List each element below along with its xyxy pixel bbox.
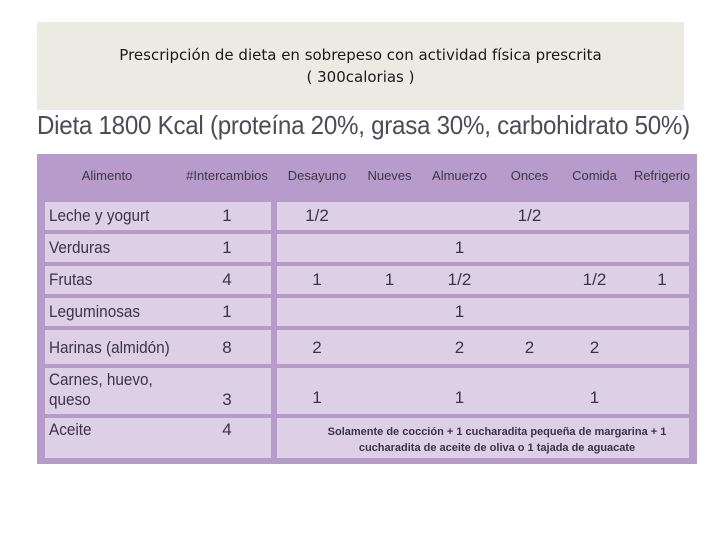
col-header-comida: Comida [572,168,617,183]
col-header-desayuno: Desayuno [287,168,347,183]
cell-almuerzo: 1 [454,388,465,407]
oil-note-line-2: cucharadita de aceite de oliva o 1 tajada de aguacate [358,442,636,454]
col-header-intercambios: #Intercambios [186,168,268,183]
col-header-refrigerio: Refrigerio [633,168,691,183]
cell-almuerzo: 1/2 [447,270,472,289]
cell-exchanges: 3 [222,390,232,409]
cell-exchanges: 1 [222,302,232,321]
cell-desayuno: 1/2 [305,206,329,225]
row-label-leguminosas: Leguminosas [49,302,141,321]
cell-exchanges: 1 [222,238,232,257]
col-header-alimento: Alimento [81,168,133,183]
row-label-aceite: Aceite [49,420,92,439]
cell-comida: 1/2 [582,270,607,289]
cell-almuerzo: 2 [454,338,465,357]
cell-onces: 1/2 [517,206,542,225]
row-label-harinas: Harinas (almidón) [49,338,170,357]
slide-title-line-1: Prescripción de dieta en sobrepeso con actividad física prescrita [119,46,602,64]
cell-refrigerio: 1 [657,270,667,289]
slide-title-line-2: ( 300calorias ) [306,68,415,86]
cell-exchanges: 8 [222,338,232,357]
col-header-almuerzo: Almuerzo [432,168,487,183]
cell-desayuno: 2 [312,338,322,357]
slide-title-box [37,22,684,110]
row-label-carnes-line1: Carnes, huevo, [49,370,153,389]
diet-table [37,154,697,464]
row-label-verduras: Verduras [49,238,111,257]
cell-comida: 1 [589,388,600,407]
cell-almuerzo: 1 [454,302,465,321]
cell-nueves: 1 [384,270,395,289]
cell-onces: 2 [524,338,535,357]
row-label-leche: Leche y yogurt [49,206,150,225]
cell-exchanges: 1 [222,206,232,225]
oil-note-line-1: Solamente de cocción + 1 cucharadita pequeña de margarina + 1 [327,426,667,438]
cell-desayuno: 1 [312,270,322,289]
cell-almuerzo: 1 [454,238,465,257]
cell-exchanges: 4 [222,420,232,439]
diet-heading: Dieta 1800 Kcal (proteína 20%, grasa 30%, carbohidrato 50%) [37,110,690,140]
cell-desayuno: 1 [312,388,322,407]
col-header-onces: Onces [510,168,549,183]
oil-note [307,424,687,456]
row-label-carnes-line2: queso [49,390,91,409]
cell-comida: 2 [589,338,600,357]
row-label-frutas: Frutas [49,270,93,289]
col-header-nueves: Nueves [367,168,412,183]
cell-exchanges: 4 [222,270,232,289]
